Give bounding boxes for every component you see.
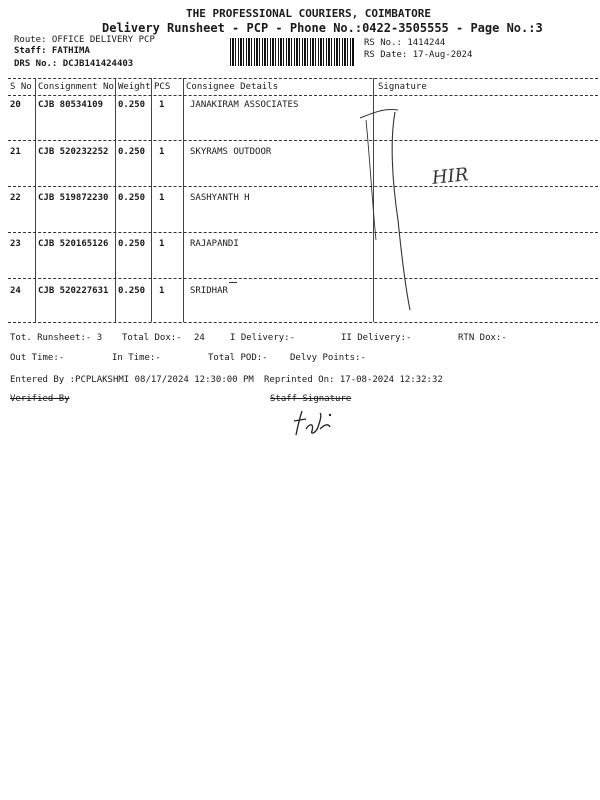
row-consignment: CJB 80534109	[38, 100, 104, 110]
i-delivery: I Delivery:-	[230, 333, 296, 343]
barcode	[230, 38, 355, 66]
row-consignee: SKYRAMS OUTDOOR	[190, 147, 272, 157]
handwritten-initials: HIR	[431, 164, 470, 189]
col-header-consignee: Consignee Details	[186, 82, 279, 92]
total-dox-label: Total Dox:-	[122, 333, 182, 343]
row-sno: 24	[10, 286, 21, 296]
col-divider	[115, 78, 116, 322]
row-sno: 20	[10, 100, 21, 110]
row-consignee: SRIDHAR	[190, 286, 228, 296]
row-sno: 22	[10, 193, 21, 203]
rs-number: RS No.: 1414244	[364, 38, 446, 48]
row-consignment: CJB 520227631	[38, 286, 109, 296]
col-divider	[151, 78, 152, 322]
row-consignment: CJB 520232252	[38, 147, 109, 157]
handwritten-staff-signature	[290, 405, 340, 441]
row-consignee: JANAKIRAM ASSOCIATES	[190, 100, 299, 110]
rtn-dox: RTN Dox:-	[458, 333, 507, 343]
row-sno: 21	[10, 147, 21, 157]
row-weight: 0.250	[118, 147, 146, 157]
row-pcs: 1	[159, 286, 165, 296]
col-header-signature: Signature	[378, 82, 427, 92]
staff-signature-label: Staff Signature	[270, 394, 352, 404]
reprinted-on: Reprinted On: 17-08-2024 12:32:32	[264, 375, 443, 385]
row-weight: 0.250	[118, 193, 146, 203]
verified-by: Verified By	[10, 394, 70, 404]
route-label: Route: OFFICE DELIVERY PCP	[14, 35, 155, 45]
col-header-sno: S No	[10, 82, 32, 92]
entered-by: Entered By :PCPLAKSHMI 08/17/2024 12:30:00 PM	[10, 375, 254, 385]
table-top-rule	[8, 78, 598, 79]
delvy-points: Delvy Points:-	[290, 353, 366, 363]
row-weight: 0.250	[118, 239, 146, 249]
runsheet-title: Delivery Runsheet - PCP - Phone No.:0422-3505555 - Page No.:3	[102, 21, 543, 35]
row-consignee: RAJAPANDI	[190, 239, 239, 249]
row-pcs: 1	[159, 193, 165, 203]
row-weight: 0.250	[118, 286, 146, 296]
row-consignment: CJB 520165126	[38, 239, 109, 249]
table-header-rule	[8, 95, 598, 96]
drs-number: DRS No.: DCJB141424403	[14, 59, 134, 69]
company-name: THE PROFESSIONAL COURIERS, COIMBATORE	[186, 7, 432, 20]
total-pod: Total POD:-	[208, 353, 268, 363]
col-header-consignment: Consignment No	[38, 82, 114, 92]
row-weight: 0.250	[118, 100, 146, 110]
pen-mark	[229, 282, 237, 283]
row-sno: 23	[10, 239, 21, 249]
total-dox-value: 24	[194, 333, 205, 343]
col-header-weight: Weight	[118, 82, 151, 92]
row-consignment: CJB 519872230	[38, 193, 109, 203]
col-divider	[183, 78, 184, 322]
in-time: In Time:-	[112, 353, 161, 363]
col-header-pcs: PCS	[154, 82, 171, 92]
handwritten-signature-stroke	[340, 100, 520, 330]
ii-delivery: II Delivery:-	[341, 333, 412, 343]
row-consignee: SASHYANTH H	[190, 193, 250, 203]
row-pcs: 1	[159, 239, 165, 249]
rs-date: RS Date: 17-Aug-2024	[364, 50, 473, 60]
row-pcs: 1	[159, 100, 165, 110]
row-pcs: 1	[159, 147, 165, 157]
col-divider	[35, 78, 36, 322]
staff-label: Staff: FATHIMA	[14, 46, 90, 56]
total-runsheet: Tot. Runsheet:- 3	[10, 333, 103, 343]
out-time: Out Time:-	[10, 353, 65, 363]
